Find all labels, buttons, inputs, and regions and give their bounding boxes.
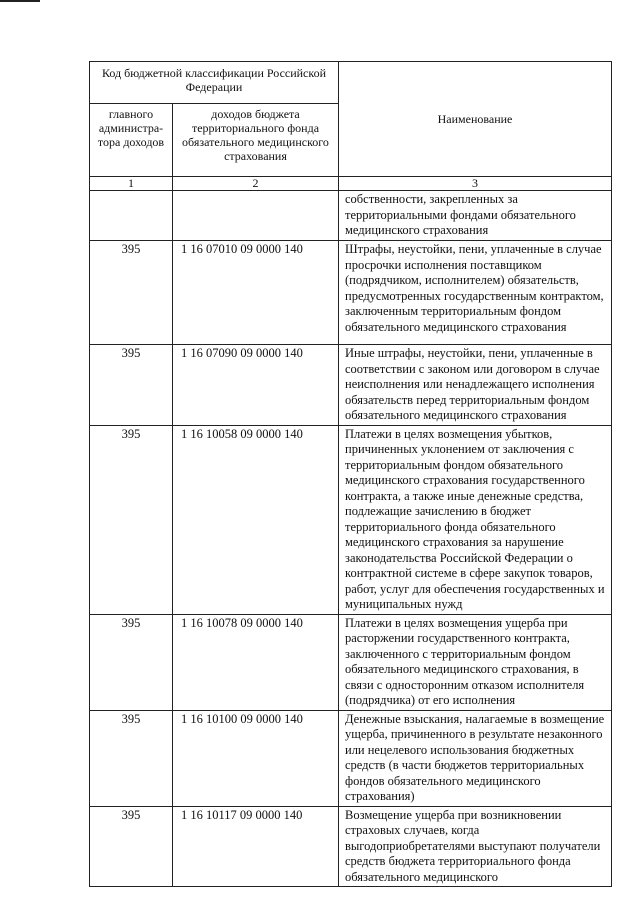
table-row — [90, 191, 612, 241]
revenue-code-cell: 1 16 10100 09 0000 140 — [173, 710, 339, 806]
header-row-top — [90, 62, 612, 104]
admin-code-cell: 395 — [90, 241, 173, 345]
admin-code-cell — [90, 191, 173, 241]
header-admin-column: главного администра-тора доходов — [90, 104, 173, 177]
admin-code-cell: 395 — [90, 710, 173, 806]
name-cell: собственности, закрепленных за территориальными фондами обязательного медицинского страхования — [339, 191, 612, 241]
name-cell: Возмещение ущерба при возникновении страховых случаев, когда выгодоприобретателями выступают получатели средств бюджета территориального фонда обязательного медицинского — [339, 806, 612, 887]
budget-classification-table — [89, 61, 612, 887]
table-row — [90, 241, 612, 345]
revenue-code-cell — [173, 191, 339, 241]
name-cell: Платежи в целях возмещения убытков, причиненных уклонением от заключения с территориальным фондом обязательного медицинского страхования государственного контракта, а также иные денежные средства, подлежащие зачислению в бюджет территориального фонда обязательного медицинского страхования за нарушение законодательства Российской Федерации о контрактной системе в сфере закупок товаров, работ, услуг для обеспечения государственных и муниципальных нужд — [339, 425, 612, 614]
header-name-column: Наименование — [339, 62, 612, 177]
admin-code-cell: 395 — [90, 425, 173, 614]
table-row — [90, 614, 612, 710]
column-number: 2 — [173, 177, 339, 191]
revenue-code-cell: 1 16 10078 09 0000 140 — [173, 614, 339, 710]
scan-corner-mark — [0, 0, 40, 2]
column-number: 1 — [90, 177, 173, 191]
table-row — [90, 806, 612, 887]
revenue-code-cell: 1 16 10117 09 0000 140 — [173, 806, 339, 887]
column-number: 3 — [339, 177, 612, 191]
admin-code-cell: 395 — [90, 345, 173, 426]
name-cell: Штрафы, неустойки, пени, уплаченные в случае просрочки исполнения поставщиком (подрядчиком, исполнителем) обязательств, предусмотренных государственным контрактом, заключенным территориальным фондом обязательного медицинского страхования — [339, 241, 612, 345]
admin-code-cell: 395 — [90, 614, 173, 710]
header-code-column: доходов бюджета территориального фонда обязательного медицинского страхования — [173, 104, 339, 177]
table-row — [90, 345, 612, 426]
admin-code-cell: 395 — [90, 806, 173, 887]
header-row-numbers — [90, 177, 612, 191]
name-cell: Иные штрафы, неустойки, пени, уплаченные в соответствии с законом или договором в случае неисполнения или ненадлежащего исполнения обязательств перед территориальным фондом обязательного медицинского страхования — [339, 345, 612, 426]
table-row — [90, 710, 612, 806]
name-cell: Денежные взыскания, налагаемые в возмещение ущерба, причиненного в результате незаконного или нецелевого использования бюджетных средств (в части бюджетов территориальных фондов обязательного медицинского страхования) — [339, 710, 612, 806]
revenue-code-cell: 1 16 10058 09 0000 140 — [173, 425, 339, 614]
revenue-code-cell: 1 16 07010 09 0000 140 — [173, 241, 339, 345]
header-group-title: Код бюджетной классификации Российской Федерации — [90, 62, 339, 104]
table-row — [90, 425, 612, 614]
revenue-code-cell: 1 16 07090 09 0000 140 — [173, 345, 339, 426]
name-cell: Платежи в целях возмещения ущерба при расторжении государственного контракта, заключенного с территориальным фондом обязательного медицинского страхования, в связи с односторонним отказом исполнителя (подрядчика) от его исполнения — [339, 614, 612, 710]
